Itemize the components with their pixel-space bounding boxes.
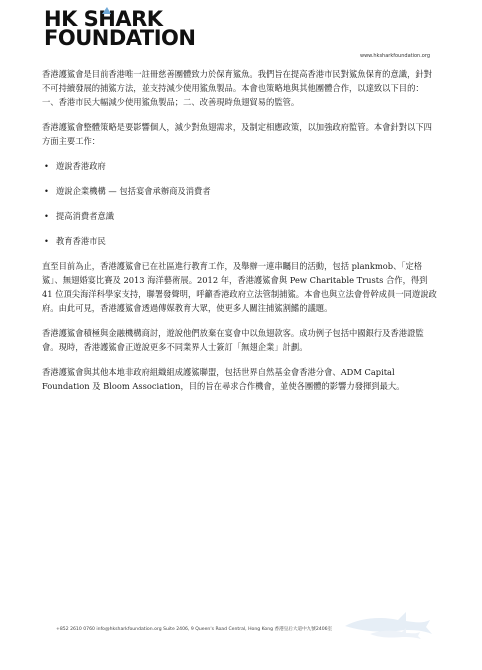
bullet-icon: • <box>44 236 49 246</box>
activities-paragraph: 直至目前為止，香港護鯊會已在社區進行教育工作，及舉辦一連串矚目的活動，包括 plankmob、「定格鯊」、無翅婚宴比賽及 2013 海洋藝術展。2012 年，香港護鯊會與 Pew Charitable Trusts 合作，得到 41 位頂尖海洋科學家支持，聯署發聲明，呼籲香港政府立法管制捕鯊。本會也與立法會骨幹成員一同遊說政府。由此可見，香港護鯊會透過傳媒教育大眾，使更多人關注捕鯊割鰭的議題。 <box>42 261 437 313</box>
list-item-text: 遊說企業機構 — 包括宴會承辦商及消費者 <box>56 186 211 196</box>
logo-line-2: FOUNDATION <box>44 26 196 50</box>
logo-line-1: HK SHARK <box>44 7 163 31</box>
work-areas-list <box>42 159 438 248</box>
document-body <box>42 67 438 404</box>
list-item <box>42 159 438 173</box>
strategy-paragraph: 香港護鯊會整體策略是要影響個人，減少對魚翅需求，及制定相應政策，以加強政府監管。本會針對以下四方面主要工作： <box>42 122 432 146</box>
footer-contact: +852 2610 0760 info@hksharkfoundation.org Suite 2406, 9 Queen's Road Central, Hong Kong 香港皇后大道中九號2406室 <box>56 627 333 632</box>
shark-watermark-icon <box>340 600 440 640</box>
bullet-icon: • <box>44 186 49 196</box>
foundation-logo <box>44 7 196 60</box>
bullet-icon: • <box>44 161 49 171</box>
bullet-icon: • <box>44 211 49 221</box>
list-item-text: 遊說香港政府 <box>56 161 106 171</box>
list-item <box>42 234 438 248</box>
list-item-text: 提高消費者意識 <box>56 211 115 221</box>
alliance-paragraph: 香港護鯊會與其他本地非政府組織組成護鯊聯盟，包括世界自然基金會香港分會、ADM Capital Foundation 及 Bloom Association，目的旨在尋求合作機會，並使各團體的影響力發揮到最大。 <box>42 367 405 391</box>
finance-paragraph: 香港護鯊會積極與金融機構商討，遊說他們放棄在宴會中以魚翅款客。成功例子包括中國銀行及香港證監會。現時，香港護鯊會正遊說更多不同業界人士簽訂「無翅企業」計劃。 <box>42 328 424 352</box>
list-item <box>42 184 438 198</box>
website-url[interactable]: www.hksharkfoundation.org <box>359 53 430 59</box>
intro-paragraph: 香港護鯊會是目前香港唯一註冊慈善團體致力於保育鯊魚。我們旨在提高香港市民對鯊魚保育的意識，針對不可持續發展的捕鯊方法，並支持減少使用鯊魚製品。本會也策略地與其他團體合作，以達致以下目的：一、香港市民大幅減少使用鯊魚製品；二、改善現時魚翅貿易的監管。 <box>42 69 432 107</box>
shark-fin-icon <box>102 7 111 14</box>
list-item <box>42 209 438 223</box>
list-item-text: 教育香港市民 <box>56 236 106 246</box>
